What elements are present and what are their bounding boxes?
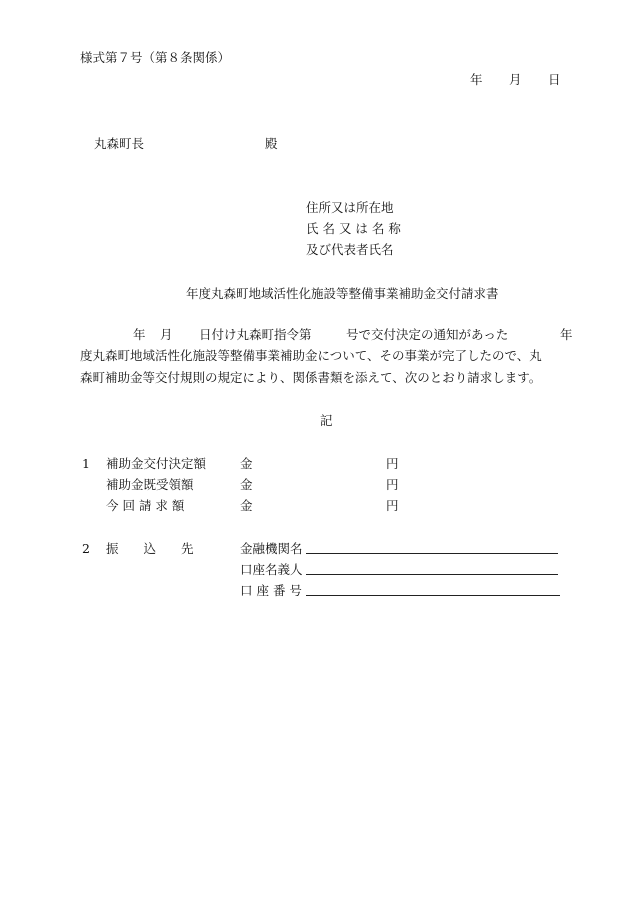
requested-amount-prefix: 金	[240, 498, 253, 513]
body-month: 月	[160, 327, 173, 342]
transfer-destination-label: 振 込 先	[106, 541, 194, 556]
date-month: 月	[509, 72, 522, 87]
body-year2: 年	[560, 327, 573, 342]
body-line-2: 度丸森町地域活性化施設等整備事業補助金について、その事業が完了したので、丸	[80, 348, 542, 363]
body-dated: 日付け丸森町指令第	[199, 327, 312, 342]
item-1-number: 1	[82, 456, 90, 471]
date-year: 年	[470, 72, 483, 87]
applicant-representative-label: 及び代表者氏名	[306, 242, 394, 257]
document-title: 年度丸森町地域活性化施設等整備事業補助金交付請求書	[186, 286, 499, 301]
body-line-3: 森町補助金等交付規則の規定により、関係書類を添えて、次のとおり請求します。	[80, 370, 542, 385]
addressee-name: 丸森町長	[94, 136, 145, 151]
account-number-label: 口 座 番 号	[240, 583, 302, 598]
decided-amount-prefix: 金	[240, 456, 253, 471]
received-amount-label: 補助金既受領額	[106, 477, 194, 492]
ki-heading: 記	[320, 413, 333, 428]
applicant-name-label: 氏 名 又 は 名 称	[306, 221, 401, 236]
decided-amount-label: 補助金交付決定額	[106, 456, 207, 471]
requested-amount-label: 今 回 請 求 額	[106, 498, 185, 513]
bank-name-label: 金融機関名	[240, 541, 303, 556]
applicant-address-label: 住所又は所在地	[306, 200, 394, 215]
account-holder-field[interactable]	[306, 574, 558, 575]
item-2-number: 2	[82, 541, 90, 556]
received-amount-unit: 円	[386, 477, 399, 492]
form-number: 様式第７号（第８条関係）	[80, 50, 231, 65]
bank-name-field[interactable]	[306, 553, 558, 554]
date-day: 日	[548, 72, 561, 87]
decided-amount-unit: 円	[386, 456, 399, 471]
body-year: 年	[133, 327, 146, 342]
account-holder-label: 口座名義人	[240, 562, 303, 577]
account-number-field[interactable]	[306, 595, 560, 596]
requested-amount-unit: 円	[386, 498, 399, 513]
addressee-honorific: 殿	[265, 136, 278, 151]
body-number: 号で交付決定の通知があった	[346, 327, 509, 342]
received-amount-prefix: 金	[240, 477, 253, 492]
